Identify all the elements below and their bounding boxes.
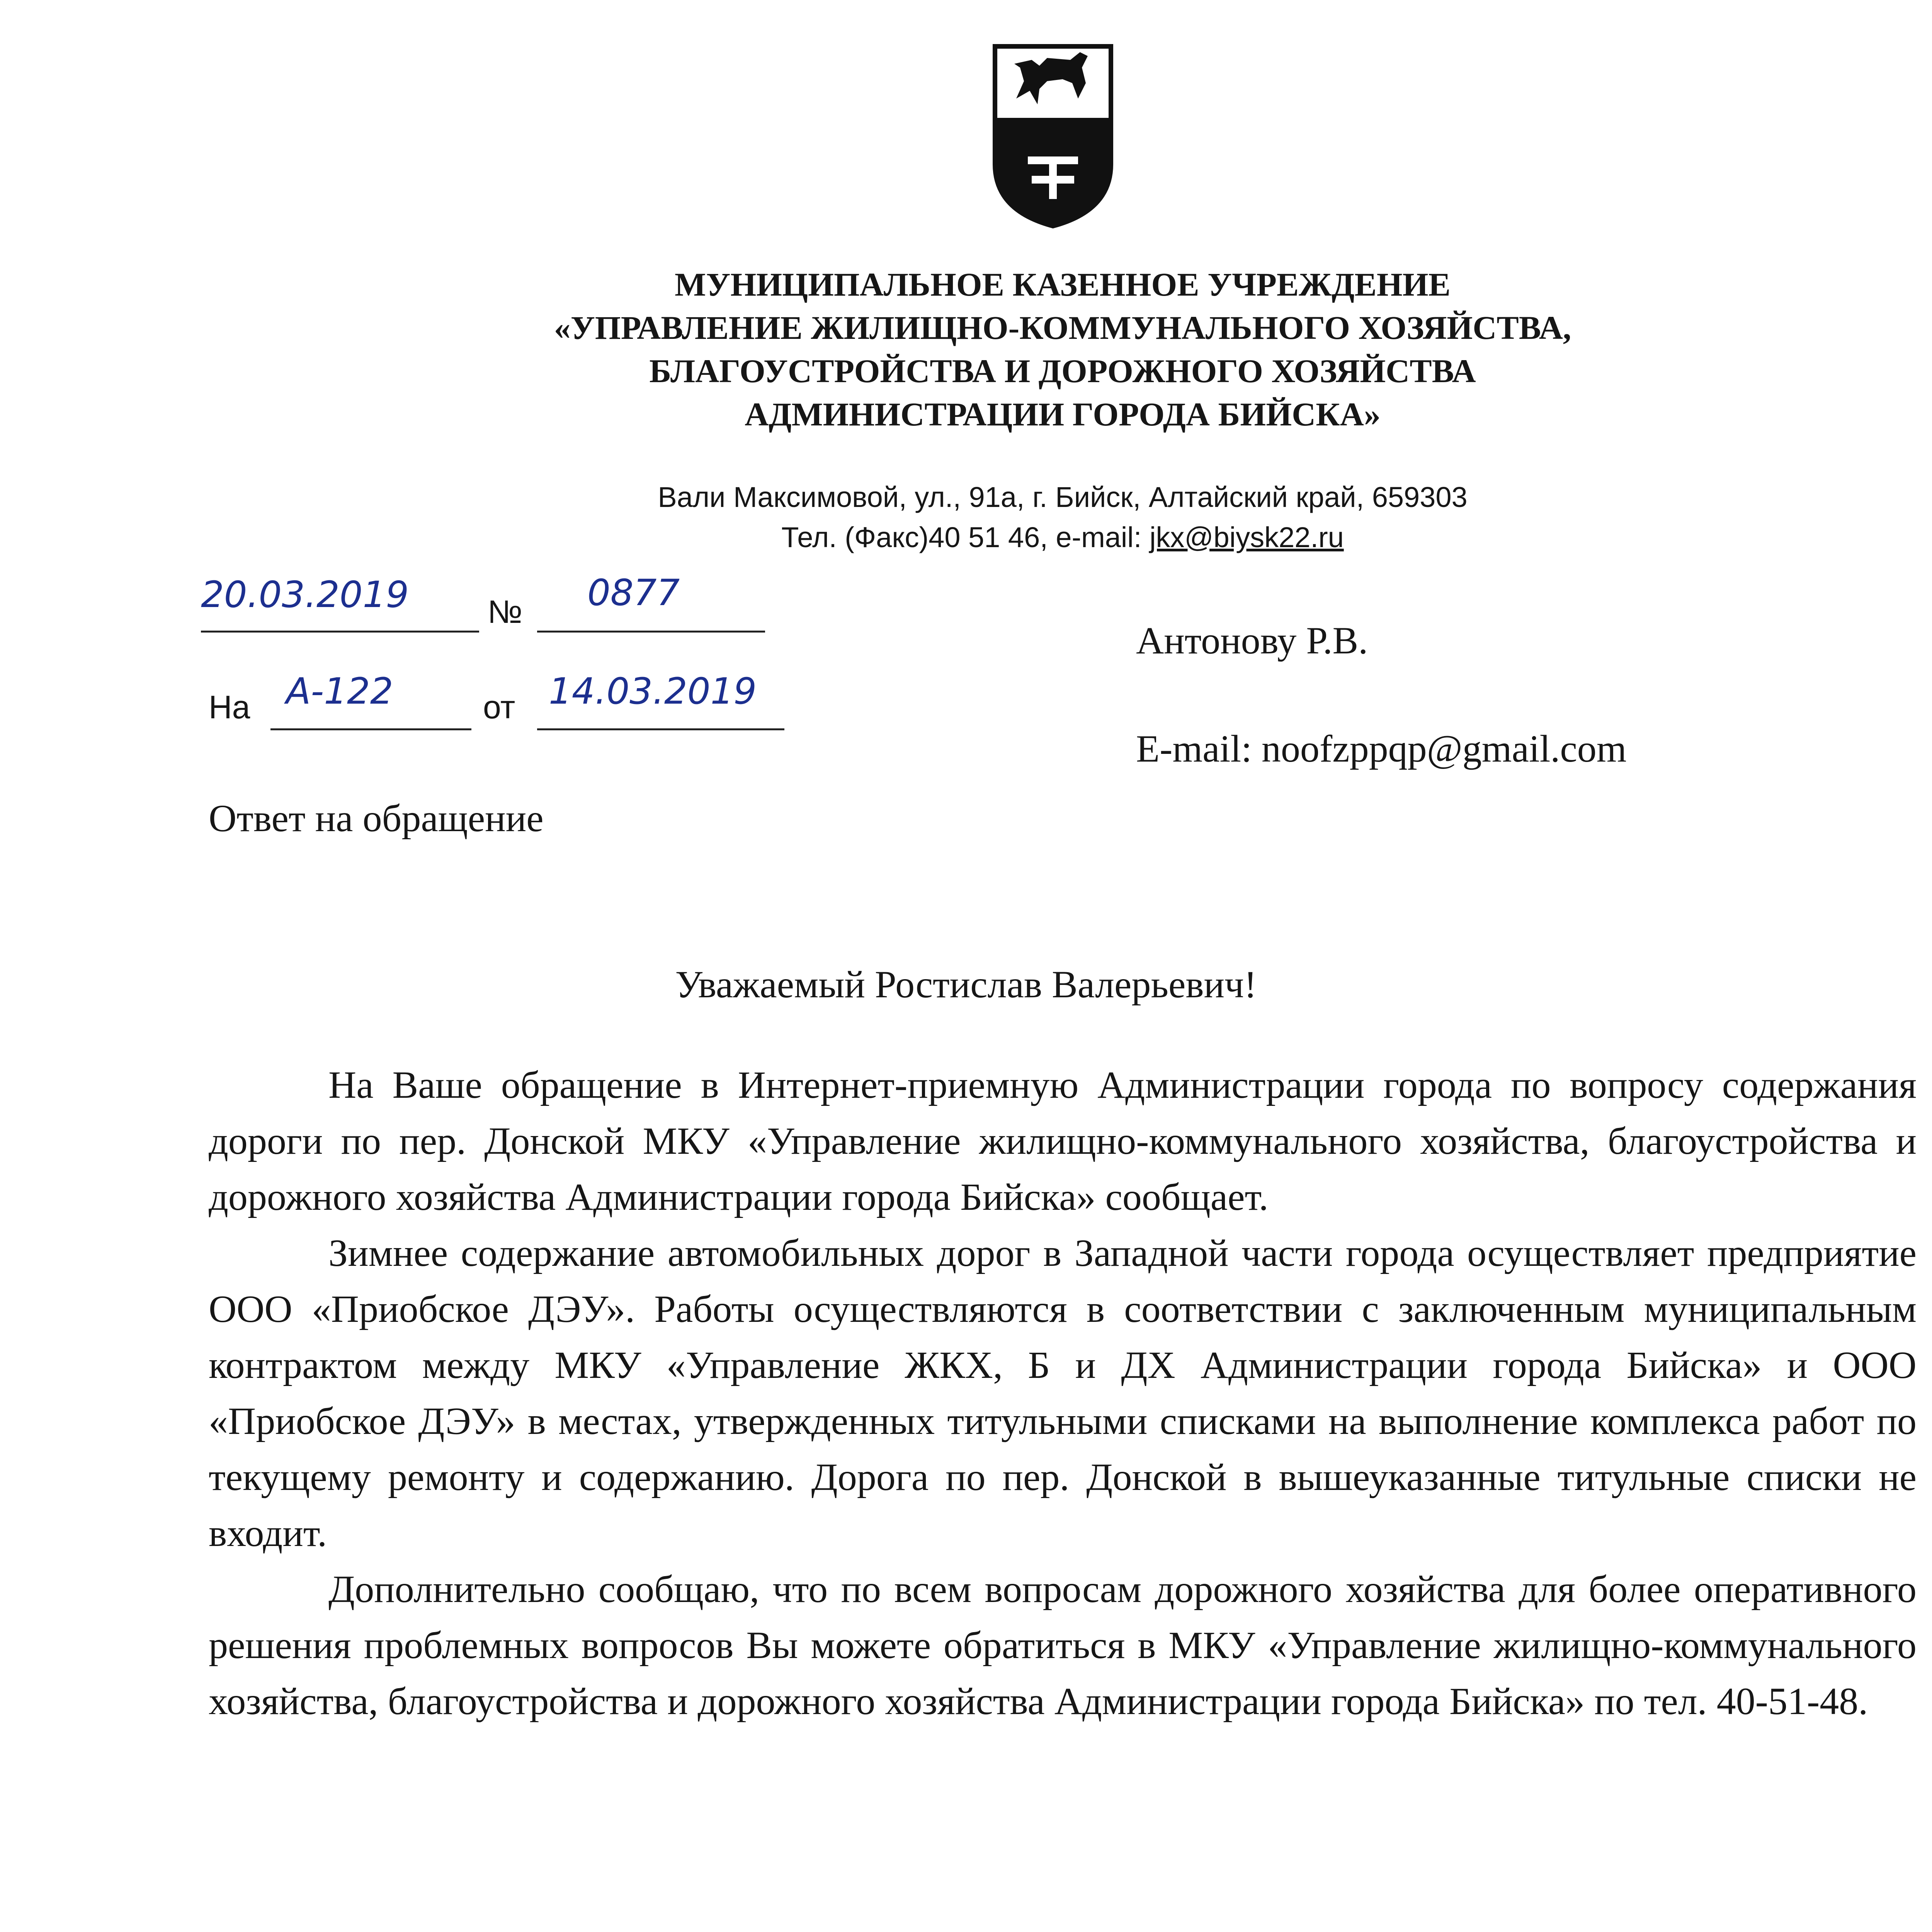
reference-date-underline [537,728,784,730]
recipient-name: Антонову Р.В. [1136,619,1368,662]
letter-body [209,1057,1917,1729]
registration-date-underline [201,631,479,633]
reference-number-underline [270,728,471,730]
reference-date: 14.03.2019 [549,670,757,713]
registration-number-label: № [488,594,523,630]
organization-name-line: МУНИЦИПАЛЬНОЕ КАЗЕННОЕ УЧРЕЖДЕНИЕ [675,266,1451,303]
organization-address: Вали Максимовой, ул., 91а, г. Бийск, Алтайский край, 659303 [658,481,1468,513]
registration-date: 20.03.2019 [201,574,409,616]
organization-name [386,263,1739,436]
registration-number-underline [537,631,765,633]
organization-name-line: БЛАГОУСТРОЙСТВА И ДОРОЖНОГО ХОЗЯЙСТВА [649,352,1476,389]
organization-contacts [386,477,1739,558]
recipient-email: E-mail: noofzppqp@gmail.com [1136,727,1627,770]
organization-email-link[interactable]: jkx@biysk22.ru [1149,521,1344,553]
reference-from-label: от [483,689,515,725]
coat-of-arms-icon [989,41,1117,232]
body-paragraph: На Ваше обращение в Интернет-приемную Администрации города по вопросу содержания дороги по пер. Донской МКУ «Управление жилищно-коммунального хозяйства, благоустройства и дорожного хозяйства Администрации города Бийска» сообщает. [209,1063,1917,1218]
registration-number: 0877 [587,572,680,614]
body-paragraph: Дополнительно сообщаю, что по всем вопросам дорожного хозяйства для более оперативного решения проблемных вопросов Вы можете обратиться в МКУ «Управление жилищно-коммунального хозяйства, благоустройства и дорожного хозяйства Администрации города Бийска» по тел. 40-51-48. [209,1568,1917,1723]
organization-name-line: АДМИНИСТРАЦИИ ГОРОДА БИЙСКА» [745,396,1381,433]
body-paragraph: Зимнее содержание автомобильных дорог в Западной части города осуществляет предприятие ООО «Приобское ДЭУ». Работы осуществляются в соответствии с заключенным муниципальным контрактом между МКУ «Управление ЖКХ, Б и ДХ Администрации города Бийска» и ООО «Приобское ДЭУ» в местах, утвержденных титульными списками на выполнение комплекса работ по текущему ремонту и содержанию. Дорога по пер. Донской в вышеуказанные титульные списки не входит. [209,1231,1917,1554]
letter-subject: Ответ на обращение [209,797,544,840]
reference-label: На [209,689,250,725]
reference-number: А-122 [286,670,393,713]
organization-phone-line [386,517,1739,558]
organization-phone: Тел. (Факс)40 51 46, e-mail: [781,521,1150,553]
organization-name-line: «УПРАВЛЕНИЕ ЖИЛИЩНО-КОММУНАЛЬНОГО ХОЗЯЙСТВА, [554,309,1571,346]
greeting: Уважаемый Ростислав Валерьевич! [675,963,1257,1006]
